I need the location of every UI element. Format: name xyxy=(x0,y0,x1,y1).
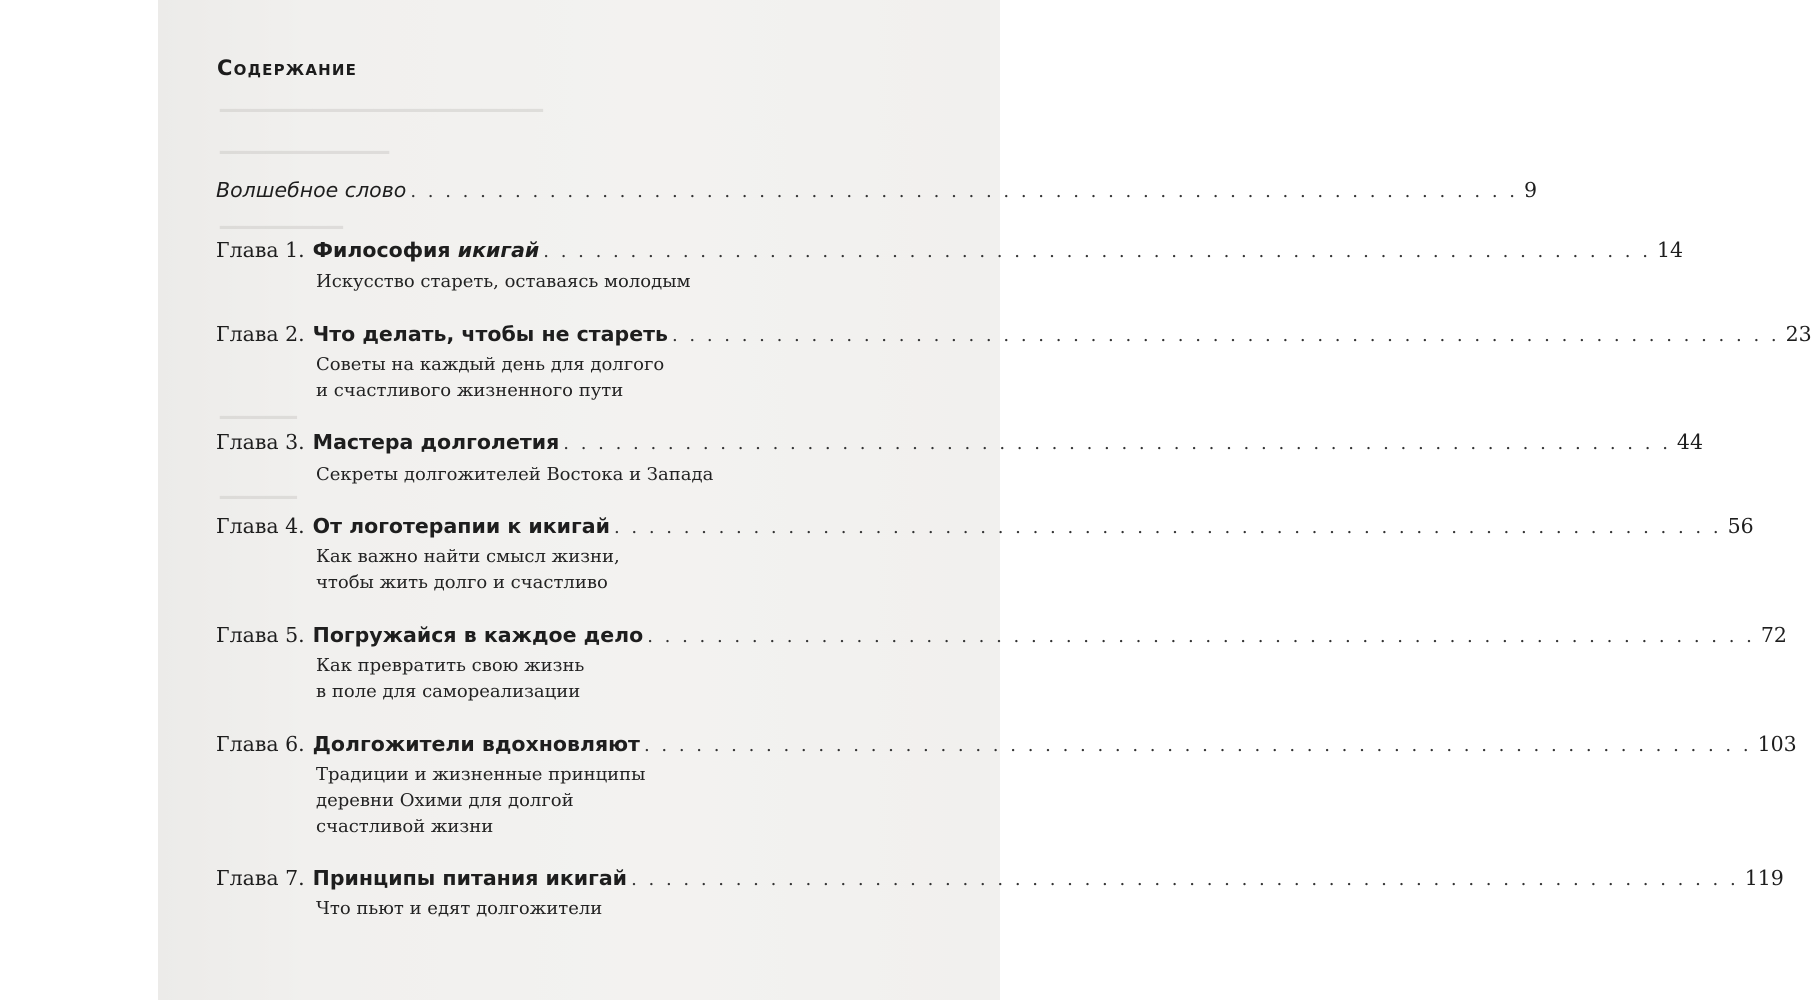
leader-dots: . . . . . . . . . . . . . . . . . . . . . . . . . . . . . . . . . . . . . . . . . . . . . . . . . . . . . . . . . . . . . . . . xyxy=(543,241,1651,262)
page-number: 44 xyxy=(1676,430,1704,454)
leader-dots: . . . . . . . . . . . . . . . . . . . . . . . . . . . . . . . . . . . . . . . . . . . . . . . . . . . . . . . . . . . . . . . . xyxy=(643,735,1752,756)
toc-heading: Содержание xyxy=(217,56,358,80)
page-number: 119 xyxy=(1744,866,1784,890)
toc-entry-chapter-3[interactable] xyxy=(216,430,1704,454)
show-through-texture: ▁▁▁▁▁▁▁▁ xyxy=(220,205,344,229)
subtitle-line: Как превратить свою жизнь xyxy=(316,655,585,676)
subtitle-line: в поле для самореализации xyxy=(316,681,581,702)
subtitle-line: и счастливого жизненного пути xyxy=(316,380,624,401)
book-page xyxy=(158,0,1000,1000)
page-number: 56 xyxy=(1727,514,1754,538)
leader-dots: . . . . . . . . . . . . . . . . . . . . . . . . . . . . . . . . . . . . . . . . . . . . . . . . . . . . . . . . . . . . . . . . xyxy=(631,869,1739,890)
chapter-label: Глава 5. xyxy=(216,623,305,647)
subtitle-line: Советы на каждый день для долгого xyxy=(316,354,665,375)
entry-title: Волшебное слово xyxy=(216,178,407,202)
subtitle-line: Искусство стареть, оставаясь молодым xyxy=(316,271,691,292)
show-through-texture: ▁▁▁▁▁ xyxy=(220,395,297,419)
chapter-subtitle xyxy=(316,653,584,705)
chapter-subtitle xyxy=(316,462,713,488)
chapter-subtitle xyxy=(316,352,664,404)
subtitle-line: чтобы жить долго и счастливо xyxy=(316,572,608,593)
chapter-subtitle xyxy=(316,269,691,295)
chapter-label: Глава 4. xyxy=(216,514,305,538)
subtitle-line: Секреты долгожителей Востока и Запада xyxy=(316,464,714,485)
chapter-title: От логотерапии к икигай xyxy=(312,514,610,538)
chapter-title: Философия икигай xyxy=(312,238,540,262)
chapter-title: Погружайся в каждое дело xyxy=(312,623,644,647)
chapter-title: Мастера долголетия xyxy=(312,430,560,454)
subtitle-line: Что пьют и едят долгожители xyxy=(316,898,603,919)
page-number: 14 xyxy=(1656,238,1684,262)
chapter-subtitle xyxy=(316,896,602,922)
chapter-label: Глава 1. xyxy=(216,238,305,262)
show-through-texture: ▁▁▁▁▁▁▁▁▁▁▁▁▁▁▁▁▁▁▁▁▁ xyxy=(220,88,543,112)
leader-dots: . . . . . . . . . . . . . . . . . . . . . . . . . . . . . . . . . . . . . . . . . . . . . . . . . . . . . . . . . . . . . . . . xyxy=(613,517,1722,538)
toc-entry-chapter-6[interactable] xyxy=(216,732,1797,756)
toc-entry-chapter-5[interactable] xyxy=(216,623,1787,647)
subtitle-line: деревни Охими для долгой xyxy=(316,790,574,811)
leader-dots: . . . . . . . . . . . . . . . . . . . . . . . . . . . . . . . . . . . . . . . . . . . . . . . . . . . . . . . . . . . . . . . . xyxy=(410,181,1518,202)
page-number: 23 xyxy=(1785,322,1812,346)
toc-entry-chapter-7[interactable] xyxy=(216,866,1784,890)
chapter-label: Глава 3. xyxy=(216,430,305,454)
chapter-label: Глава 7. xyxy=(216,866,305,890)
chapter-subtitle xyxy=(316,544,620,596)
leader-dots: . . . . . . . . . . . . . . . . . . . . . . . . . . . . . . . . . . . . . . . . . . . . . . . . . . . . . . . . . . . . . . . . xyxy=(671,325,1780,346)
leader-dots: . . . . . . . . . . . . . . . . . . . . . . . . . . . . . . . . . . . . . . . . . . . . . . . . . . . . . . . . . . . . . . . . xyxy=(563,433,1671,454)
toc-entry-chapter-1[interactable] xyxy=(216,238,1684,262)
show-through-texture: ▁▁▁▁▁▁▁▁▁▁▁ xyxy=(220,130,390,154)
subtitle-line: Как важно найти смысл жизни, xyxy=(316,546,620,567)
chapter-label: Глава 6. xyxy=(216,732,305,756)
chapter-title: Принципы питания икигай xyxy=(312,866,628,890)
chapter-title: Что делать, чтобы не стареть xyxy=(312,322,668,346)
toc-entry-intro[interactable] xyxy=(216,178,1538,202)
toc-entry-chapter-4[interactable] xyxy=(216,514,1754,538)
chapter-label: Глава 2. xyxy=(216,322,305,346)
page-number: 103 xyxy=(1757,732,1797,756)
subtitle-line: счастливой жизни xyxy=(316,816,494,837)
show-through-texture: ▁▁▁▁▁ xyxy=(220,475,297,499)
page-number: 9 xyxy=(1524,178,1538,202)
leader-dots: . . . . . . . . . . . . . . . . . . . . . . . . . . . . . . . . . . . . . . . . . . . . . . . . . . . . . . . . . . . . . . . . xyxy=(647,626,1755,647)
page-number: 72 xyxy=(1760,623,1787,647)
chapter-subtitle xyxy=(316,762,645,840)
toc-entry-chapter-2[interactable] xyxy=(216,322,1812,346)
subtitle-line: Традиции и жизненные принципы xyxy=(316,764,646,785)
chapter-title: Долгожители вдохновляют xyxy=(312,732,640,756)
